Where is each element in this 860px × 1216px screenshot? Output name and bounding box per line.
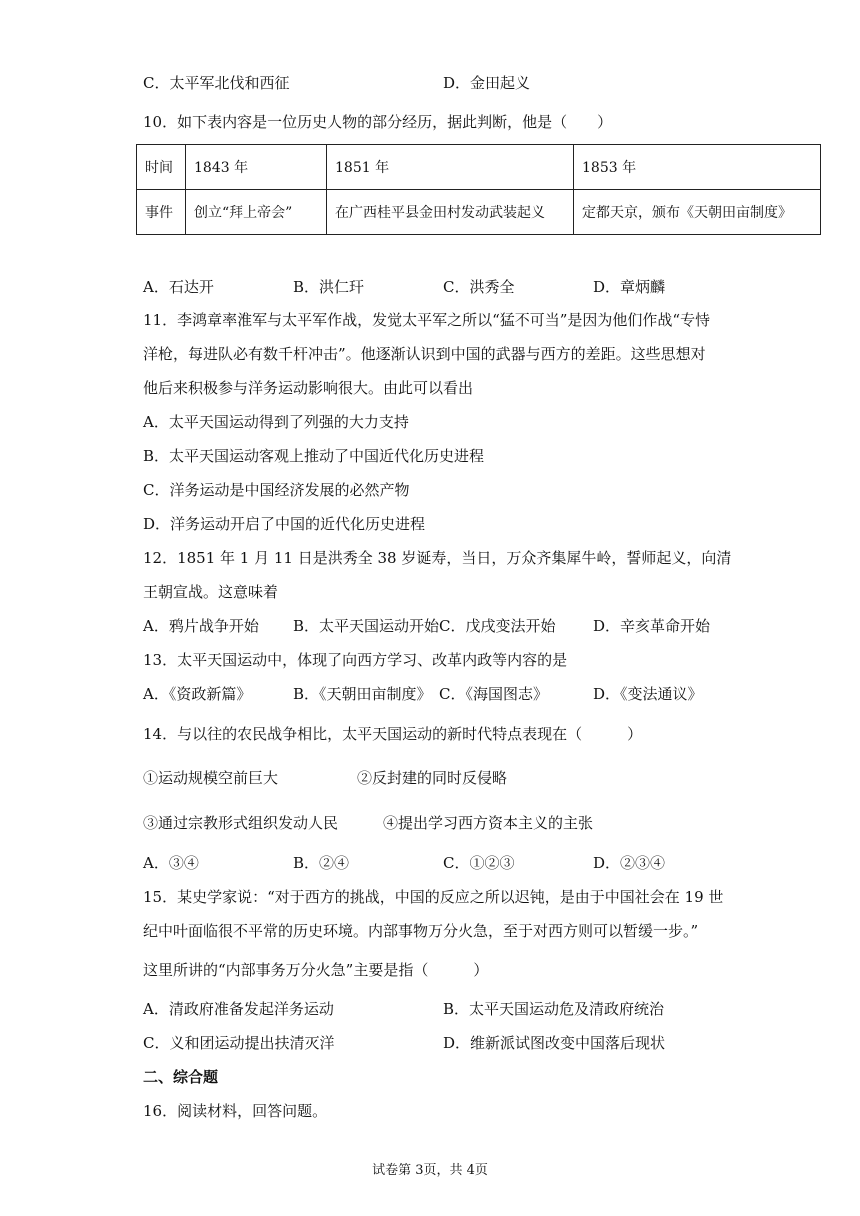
q13-option-a: A．《资政新篇》 xyxy=(143,685,252,703)
q14-option-a: A．③④ xyxy=(143,854,199,872)
q10-options xyxy=(143,277,823,297)
section-heading: 二、综合题 xyxy=(143,1068,219,1086)
q11-option-d: D．洋务运动开启了中国的近代化历史进程 xyxy=(143,515,426,533)
q13-options xyxy=(143,684,823,704)
q11-stem-line: 11．李鸿章率淮军与太平军作战，发觉太平军之所以“猛不可当”是因为他们作战“专恃 xyxy=(143,311,711,329)
q15-option-a: A．清政府准备发起洋务运动 xyxy=(143,1000,334,1018)
table-cell: 创立“拜上帝会” xyxy=(186,190,327,235)
page-footer: 试卷第 3页，共 4页 xyxy=(372,1163,488,1178)
table-cell: 1853 年 xyxy=(574,145,821,190)
q12-option-d: D．辛亥革命开始 xyxy=(593,617,711,635)
q10-table xyxy=(136,144,821,235)
q11-stem-line: 洋枪，每进队必有数千杆冲击”。他逐渐认识到中国的武器与西方的差距。这些思想对 xyxy=(143,345,706,363)
q14-item-4: ④提出学习西方资本主义的主张 xyxy=(383,814,594,832)
q14-options xyxy=(143,853,823,873)
q13-option-d: D．《变法通议》 xyxy=(593,685,703,703)
q16-stem: 16．阅读材料，回答问题。 xyxy=(143,1102,328,1120)
q15-option-c: C．义和团运动提出扶清灭洋 xyxy=(143,1034,335,1052)
q15-option-d: D．维新派试图改变中国落后现状 xyxy=(443,1034,666,1052)
q13-stem: 13．太平天国运动中，体现了向西方学习、改革内政等内容的是 xyxy=(143,651,568,669)
q15-options xyxy=(143,999,823,1019)
table-row xyxy=(137,190,821,235)
q10-option-d: D．章炳麟 xyxy=(593,278,666,296)
q10-stem: 10．如下表内容是一位历史人物的部分经历，据此判断，他是（ ） xyxy=(143,113,613,131)
q15-stem-line: 纪中叶面临很不平常的历史环境。内部事物万分火急，至于对西方则可以暂缓一步。” xyxy=(143,922,699,940)
q9-option-d: D．金田起义 xyxy=(443,74,531,92)
table-cell: 时间 xyxy=(137,145,186,190)
table-cell: 1843 年 xyxy=(186,145,327,190)
table-cell: 在广西桂平县金田村发动武装起义 xyxy=(327,190,574,235)
q14-option-b: B．②④ xyxy=(293,854,350,872)
q13-option-b: B．《天朝田亩制度》 xyxy=(293,685,432,703)
q12-option-c: C．戊戌变法开始 xyxy=(439,617,556,635)
q13-option-c: C．《海国图志》 xyxy=(439,685,548,703)
q11-option-a: A．太平天国运动得到了列强的大力支持 xyxy=(143,413,409,431)
q9-option-c: C．太平军北伐和西征 xyxy=(143,74,290,92)
q11-stem-line: 他后来积极参与洋务运动影响很大。由此可以看出 xyxy=(143,379,474,397)
q10-option-b: B．洪仁玕 xyxy=(293,278,365,296)
q12-options xyxy=(143,616,823,636)
q15-options xyxy=(143,1033,823,1053)
q14-option-c: C．①②③ xyxy=(443,854,515,872)
q14-item-3: ③通过宗教形式组织发动人民 xyxy=(143,814,339,832)
q15-stem-line: 15．某史学家说：“对于西方的挑战，中国的反应之所以迟钝，是由于中国社会在 19 世 xyxy=(143,888,724,906)
q14-item-1: ①运动规模空前巨大 xyxy=(143,769,279,787)
q10-option-a: A．石达开 xyxy=(143,278,214,296)
table-cell: 事件 xyxy=(137,190,186,235)
q11-option-c: C．洋务运动是中国经济发展的必然产物 xyxy=(143,481,410,499)
q14-item-2: ②反封建的同时反侵略 xyxy=(357,769,508,787)
q12-stem-line: 12．1851 年 1 月 11 日是洪秀全 38 岁诞寿，当日，万众齐集犀牛岭，誓师起义，向清 xyxy=(143,549,732,567)
q12-option-b: B．太平天国运动开始 xyxy=(293,617,440,635)
q11-option-b: B．太平天国运动客观上推动了中国近代化历史进程 xyxy=(143,447,485,465)
q10-option-c: C．洪秀全 xyxy=(443,278,515,296)
q12-stem-line: 王朝宣战。这意味着 xyxy=(143,583,279,601)
q14-stem: 14．与以往的农民战争相比，太平天国运动的新时代特点表现在（ ） xyxy=(143,725,643,743)
table-row xyxy=(137,145,821,190)
q14-items-row xyxy=(143,768,823,788)
q12-option-a: A．鸦片战争开始 xyxy=(143,617,259,635)
q14-items-row xyxy=(143,813,823,833)
q15-option-b: B．太平天国运动危及清政府统治 xyxy=(443,1000,665,1018)
q9-options xyxy=(143,73,823,93)
table-cell: 1851 年 xyxy=(327,145,574,190)
table-cell: 定都天京，颁布《天朝田亩制度》 xyxy=(574,190,821,235)
q15-stem-line: 这里所讲的“内部事务万分火急”主要是指（ ） xyxy=(143,961,489,979)
q14-option-d: D．②③④ xyxy=(593,854,666,872)
